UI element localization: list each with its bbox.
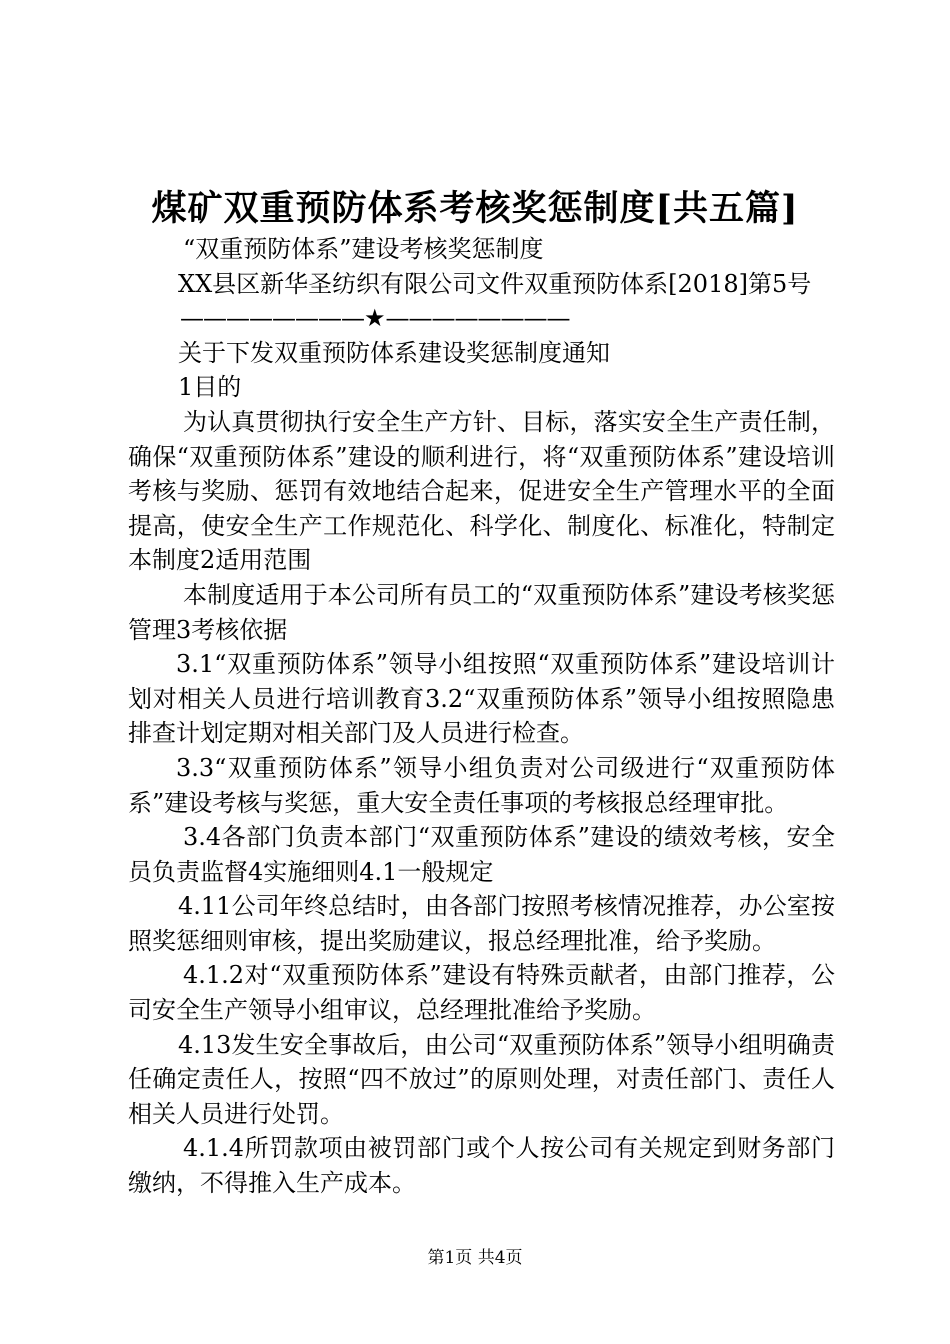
paragraph-scope: 本制度适用于本公司所有员工的“双重预防体系”建设考核奖惩管理3考核依据 xyxy=(128,580,835,644)
document-body xyxy=(128,232,835,1201)
paragraph-notice-title: 关于下发双重预防体系建设奖惩制度通知 xyxy=(178,338,610,367)
paragraph-4-13: 4.13发生安全事故后，由公司“双重预防体系”领导小组明确责任确定责任人，按照“四不放过”的原则处理，对责任部门、责任人相关人员进行处罚。 xyxy=(128,1030,835,1128)
paragraph-subtitle: “双重预防体系”建设考核奖惩制度 xyxy=(183,235,544,263)
paragraph-purpose: 为认真贯彻执行安全生产方针、目标，落实安全生产责任制，确保“双重预防体系”建设的顺利进行，将“双重预防体系”建设培训考核与奖励、惩罚有效地结合起来，促进安全生产管理水平的全面提高，使安全生产工作规范化、科学化、制度化、标准化，特制定本制度2适用范围 xyxy=(128,407,835,575)
paragraph-3-4: 3.4各部门负责本部门“双重预防体系”建设的绩效考核，安全员负责监督4实施细则4.1一般规定 xyxy=(128,823,835,886)
page-number: 第1页 共4页 xyxy=(427,1248,523,1268)
paragraph-3-3: 3.3“双重预防体系”领导小组负责对公司级进行“双重预防体系”建设考核与奖惩，重大安全责任事项的考核报总经理审批。 xyxy=(128,753,835,817)
paragraph-3-1: 3.1“双重预防体系”领导小组按照“双重预防体系”建设培训计划对相关人员进行培训教育3.2“双重预防体系”领导小组按照隐患排查计划定期对相关部门及人员进行检查。 xyxy=(128,650,835,748)
paragraph-heading-purpose: 1目的 xyxy=(178,373,242,402)
divider-line-right: ———————— xyxy=(385,304,570,333)
document-title: 煤矿双重预防体系考核奖惩制度[共五篇] xyxy=(151,188,799,229)
star-icon: ★ xyxy=(364,304,386,333)
paragraph-4-1-4: 4.1.4所罚款项由被罚部门或个人按公司有关规定到财务部门缴纳，不得推入生产成本。 xyxy=(128,1134,835,1198)
paragraph-4-11: 4.11公司年终总结时，由各部门按照考核情况推荐，办公室按照奖惩细则审核，提出奖励建议，报总经理批准，给予奖励。 xyxy=(128,892,835,955)
star-divider xyxy=(128,301,835,336)
paragraph-4-1-2: 4.1.2对“双重预防体系”建设有特殊贡献者，由部门推荐，公司安全生产领导小组审议，总经理批准给予奖励。 xyxy=(128,961,835,1025)
paragraph-file-number: XX县区新华圣纺织有限公司文件双重预防体系[2018]第5号 xyxy=(178,269,812,298)
divider-line-left: ———————— xyxy=(180,304,364,333)
